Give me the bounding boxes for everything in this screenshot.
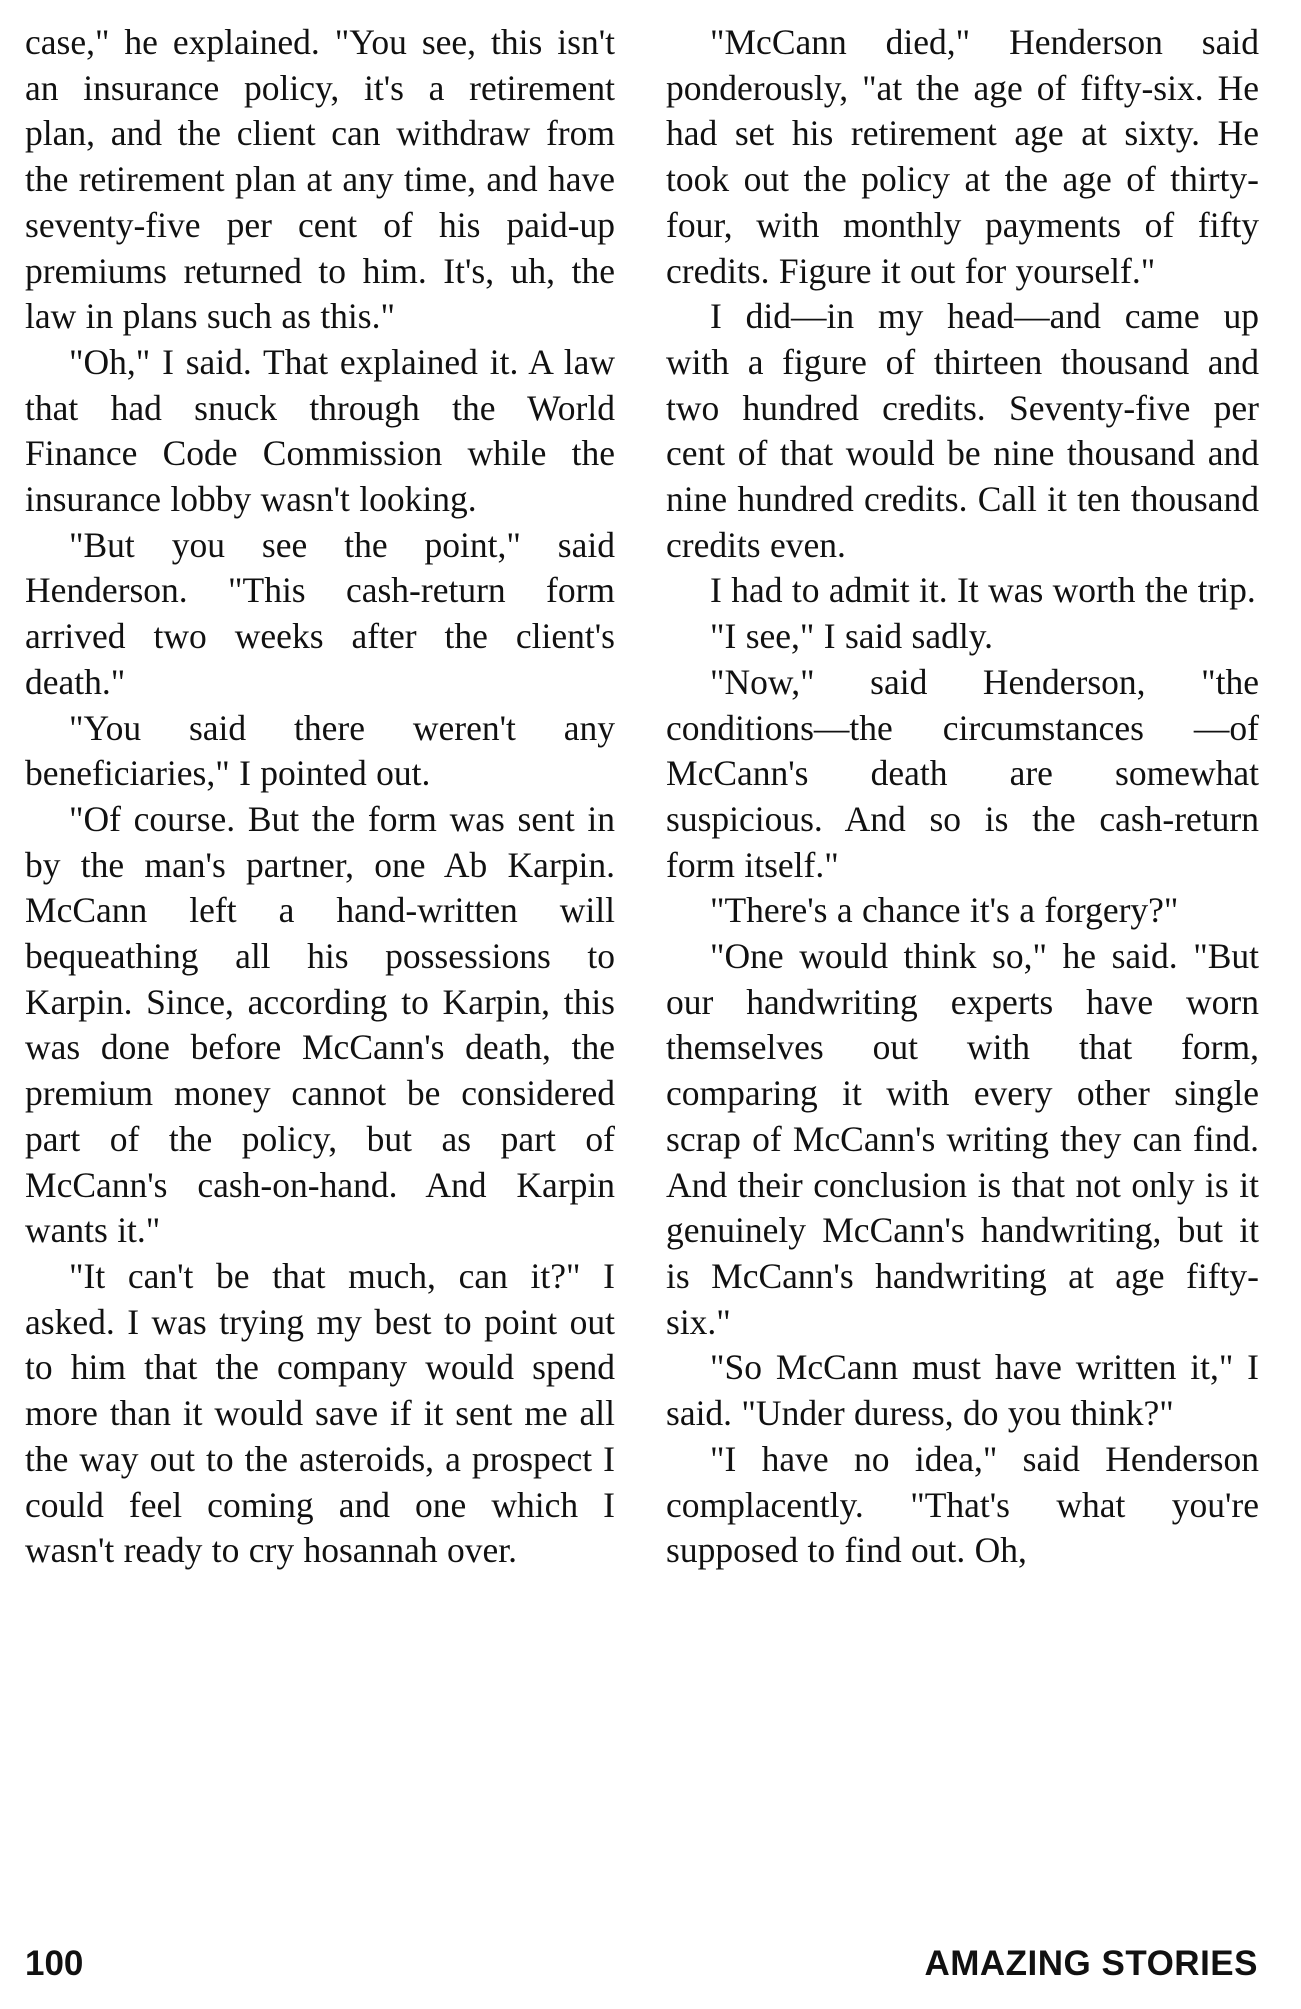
- page-number: 100: [25, 1944, 84, 1983]
- paragraph: case," he explained. "You see, this isn't an insurance policy, it's a retirement plan, and the client can withdraw from the retirement plan at any time, and have seventy-five per cent of his paid-up premiums returned to him. It's, uh, the law in plans such as this.": [25, 22, 615, 337]
- paragraph: "I have no idea," said Henderson complacently. "That's what you're supposed to find out. Oh,: [666, 1438, 1259, 1571]
- paragraph: "One would think so," he said. "But our handwriting experts have worn themselves out with that form, comparing it with every other single scrap of McCann's writing they can find. And their conclusion is that not only is it genuinely McCann's handwriting, but it is McCann's handwriting at age fifty-six.": [666, 936, 1259, 1342]
- paragraph: "McCann died," Henderson said ponderously, "at the age of fifty-six. He had set his retirement age at sixty. He took out the policy at the age of thirty-four, with monthly payments of fifty credits. Figure it out for yourself.": [666, 22, 1259, 291]
- magazine-name: AMAZING STORIES: [924, 1944, 1258, 1983]
- paragraph: "Now," said Henderson, "the conditions—the circumstances —of McCann's death are somewhat suspicious. And so is the cash-return form itself.": [666, 661, 1259, 885]
- paragraph: "There's a chance it's a forgery?": [710, 890, 1179, 931]
- paragraph: "So McCann must have written it," I said. "Under duress, do you think?": [666, 1347, 1259, 1434]
- paragraph: "I see," I said sadly.: [710, 616, 994, 657]
- paragraph: "You said there weren't any beneficiaries," I pointed out.: [25, 707, 615, 794]
- paragraph: "Of course. But the form was sent in by the man's partner, one Ab Karpin. McCann left a hand-written will bequeathing all his possessions to Karpin. Since, according to Karpin, this was done before McCann's death, the premium money cannot be considered part of the policy, but as part of McCann's cash-on-hand. And Karpin wants it.": [25, 798, 615, 1251]
- paragraph: "But you see the point," said Henderson. "This cash-return form arrived two weeks after the client's death.": [25, 524, 615, 702]
- left-text-column: [25, 20, 615, 1574]
- paragraph: "It can't be that much, can it?" I asked. I was trying my best to point out to him that the company would spend more than it would save if it sent me all the way out to the asteroids, a prospect I could feel coming and one which I wasn't ready to cry hosannah over.: [25, 1255, 615, 1571]
- right-text-column: [666, 20, 1259, 1574]
- paragraph: "Oh," I said. That explained it. A law that had snuck through the World Finance Code Commission while the insurance lobby wasn't looking.: [25, 341, 615, 520]
- paragraph: I had to admit it. It was worth the trip.: [710, 570, 1256, 611]
- paragraph: I did—in my head—and came up with a figure of thirteen thousand and two hundred credits. Seventy-five per cent of that would be nine thousand and nine hundred credits. Call it ten thousand credits even.: [666, 296, 1259, 565]
